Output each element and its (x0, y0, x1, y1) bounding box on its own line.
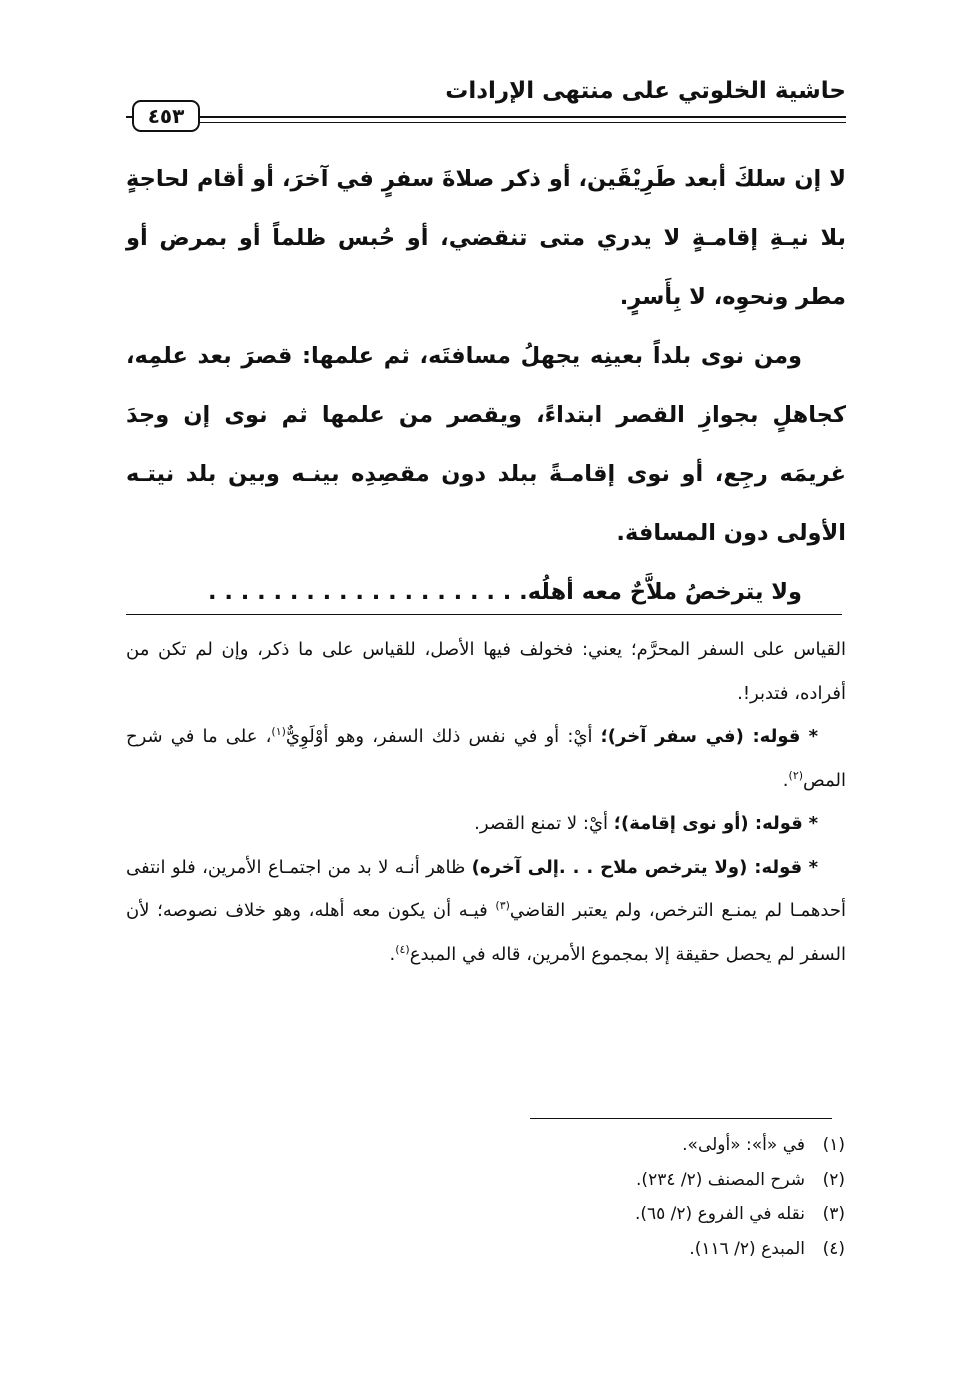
main-paragraph-3-text: ولا يترخصُ ملاَّحٌ معه أهلُه (527, 579, 802, 605)
commentary-text: . (389, 943, 396, 965)
commentary-paragraph-4 (126, 846, 846, 977)
commentary-paragraph-2 (126, 715, 846, 802)
commentary-separator (126, 614, 842, 615)
footnote-text: في «أ»: «أولى». (682, 1135, 805, 1155)
dot-leader: . . . . . . . . . . . . . . . . . . . . (207, 579, 528, 605)
footnote-text: شرح المصنف (٢/ ٢٣٤). (636, 1169, 805, 1190)
page-number: ٤٥٣ (132, 100, 200, 132)
footnote-number: (٢) (822, 1169, 845, 1190)
footnote-ref-4: (٤) (395, 942, 410, 956)
footnote-text: المبدع (٢/ ١١٦). (689, 1238, 805, 1259)
commentary-paragraph-1: القياس على السفر المحرَّم؛ يعني: فخولف فيها الأصل، للقياس على ما ذكر، وإن لم تكن من أفراده، فتدبر!. (126, 639, 846, 704)
commentary (126, 628, 846, 976)
commentary-paragraph-3 (126, 802, 846, 846)
main-paragraph-1: لا إن سلكَ أبعد طَرِيْقَين، أو ذكر صلاةَ سفرٍ في آخرَ، أو أقام لحاجةٍ بلا نيـةِ إقامـةٍ لا يدري متى تنقضي، أو حُبس ظلماً أو بمرض أو مطر ونحوِه، لا بِأَسرٍ. (126, 166, 846, 310)
asterisk-marker: * (808, 726, 818, 747)
header-rule (126, 116, 846, 118)
footnote-text: نقله في الفروع (٢/ ٦٥). (634, 1204, 805, 1224)
footnote-number: (٣) (822, 1204, 845, 1224)
footnote (345, 1232, 845, 1267)
quoted-phrase: قوله: (أو نوى إقامة)؛ (613, 813, 803, 834)
footnote (345, 1197, 845, 1232)
quoted-phrase: قوله: (في سفر آخر)؛ (600, 726, 801, 747)
page-header (126, 72, 846, 128)
commentary-text: أيْ: أو في نفس ذلك السفر، وهو أوْلَوِيٌّ (285, 726, 601, 747)
footnote-number: (١) (822, 1135, 845, 1155)
commentary-text: . (782, 769, 789, 791)
commentary-text: فيـه أن يكون معه أهله، وهو خلاف نصوصه؛ لأن السفر لم يحصل حقيقة إلا بمجموع الأمرين، قاله في المبدع (126, 900, 846, 965)
header-rule-thin (198, 122, 846, 123)
footnote-ref-2: (٢) (788, 768, 804, 782)
footnote-ref-3: (٣) (495, 899, 510, 912)
footnote-ref-1: (١) (271, 725, 286, 738)
footnote-rule (530, 1118, 832, 1119)
asterisk-marker: * (808, 813, 818, 834)
footnote-number: (٤) (822, 1238, 845, 1259)
main-paragraph-2: ومن نوى بلداً بعينِه يجهلُ مسافتَه، ثم علمها: قصرَ بعد علمِه، كجاهلٍ بجوازِ القصر ابتداءً، ويقصر من علمها ثم نوى إن وجدَ غريمَه رجِع، أو نوى إقامـةً ببلد دون مقصِدِه بينـه وبين بلد نيتـه الأولى دون المسافة. (126, 343, 846, 546)
commentary-text: ، على ما في شرح المص (126, 726, 846, 791)
running-title: حاشية الخلوتي على منتهى الإرادات (445, 78, 846, 104)
footnote (345, 1128, 845, 1163)
commentary-text: ظاهر أنـه لا بد من اجتمـاع الأمرين، فلو انتفى أحدهمـا لم يمنـع الترخص، ولم يعتبر القاضي (126, 856, 846, 921)
quoted-phrase: قوله: (ولا يترخص ملاح . . .إلى آخره) (471, 856, 803, 878)
footnotes (345, 1128, 845, 1266)
commentary-text: أيْ: لا تمنع القصر. (474, 813, 614, 834)
main-text (126, 150, 846, 622)
footnote (345, 1163, 845, 1198)
asterisk-marker: * (808, 856, 818, 878)
